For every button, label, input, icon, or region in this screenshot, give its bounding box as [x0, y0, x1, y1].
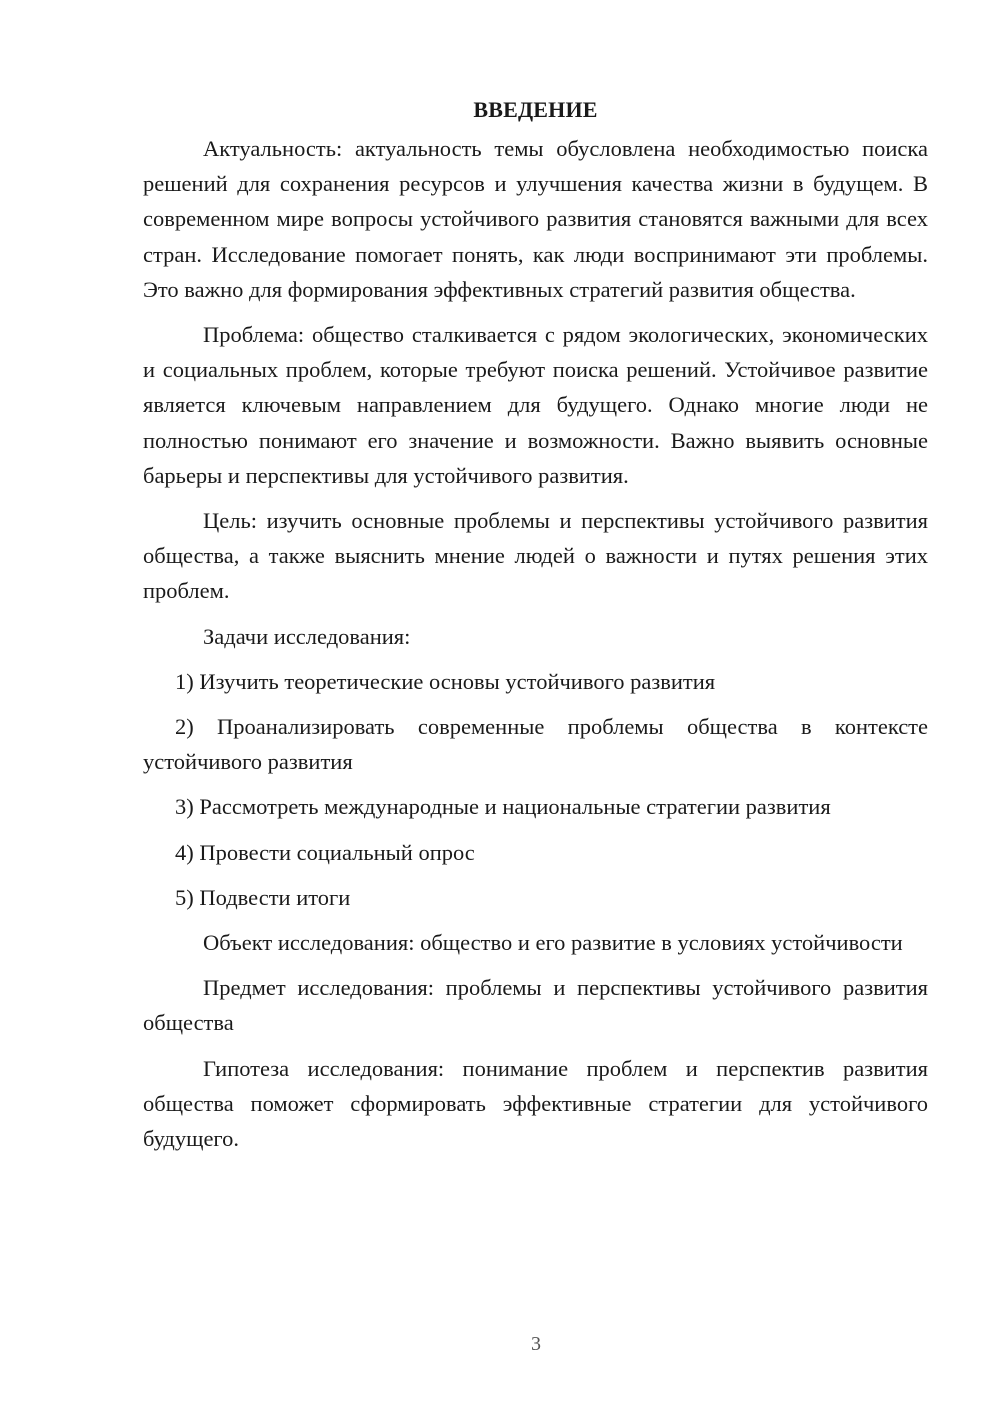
- paragraph-tasks-heading: Задачи исследования:: [203, 623, 411, 649]
- paragraph-goal: Цель: изучить основные проблемы и перспективы устойчивого развития общества, а также выяснить мнение людей о важности и путях решения этих проблем.: [143, 508, 928, 604]
- task-item: 2) Проанализировать современные проблемы общества в контексте устойчивого развития: [143, 714, 928, 775]
- paragraph-relevance: Актуальность: актуальность темы обусловлена необходимостью поиска решений для сохранения ресурсов и улучшения качества жизни в будущем. В современном мире вопросы устойчивого развития становятся важными для всех стран. Исследование помогает понять, как люди воспринимают эти проблемы. Это важно для формирования эффективных стратегий развития общества.: [143, 136, 928, 302]
- task-item: 3) Рассмотреть международные и национальные стратегии развития: [175, 794, 831, 820]
- task-item: 1) Изучить теоретические основы устойчивого развития: [175, 668, 716, 694]
- paragraph-object: Объект исследования: общество и его развитие в условиях устойчивости: [203, 930, 903, 956]
- paragraph-subject: Предмет исследования: проблемы и перспективы устойчивого развития общества: [143, 975, 928, 1036]
- task-item: 5) Подвести итоги: [175, 884, 351, 910]
- task-item: 4) Провести социальный опрос: [175, 839, 475, 865]
- document-page: [143, 92, 928, 1166]
- section-title: ВВЕДЕНИЕ: [473, 97, 598, 122]
- paragraph-problem: Проблема: общество сталкивается с рядом экологических, экономических и социальных проблем, которые требуют поиска решений. Устойчивое развитие является ключевым направлением для будущего. Однако многие люди не полностью понимают его значение и возможности. Важно выявить основные барьеры и перспективы для устойчивого развития.: [143, 322, 928, 488]
- page-number: 3: [531, 1333, 541, 1355]
- paragraph-hypothesis: Гипотеза исследования: понимание проблем и перспектив развития общества поможет сформировать эффективные стратегии для устойчивого будущего.: [143, 1055, 928, 1152]
